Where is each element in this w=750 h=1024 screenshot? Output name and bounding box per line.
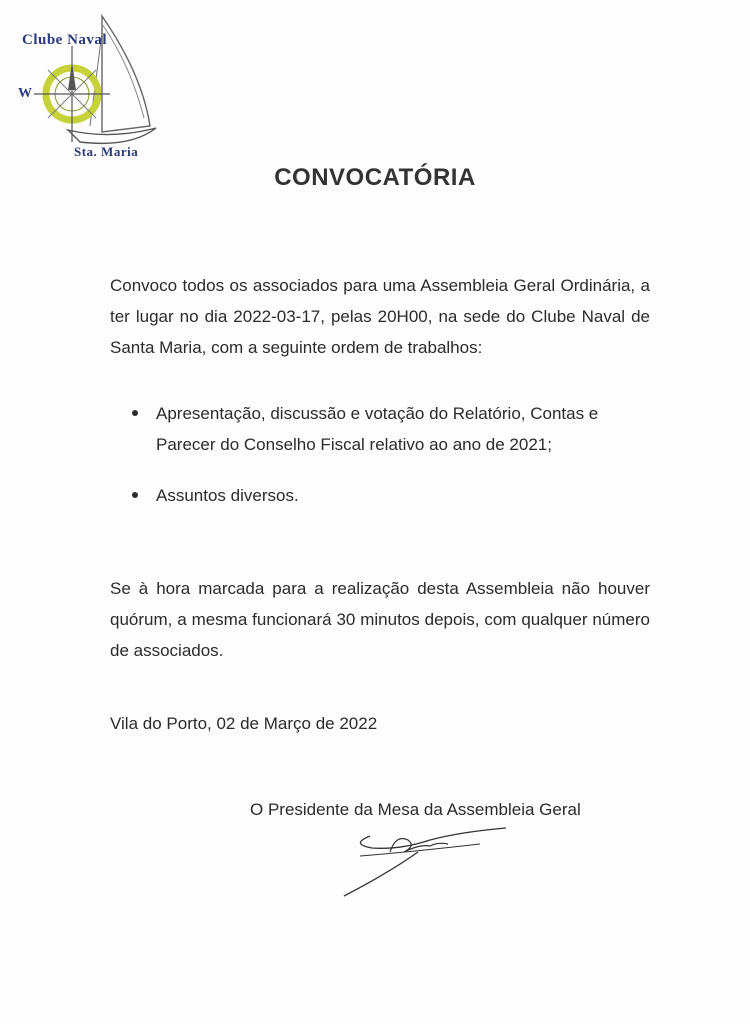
logo-name-bottom: Sta. Maria — [74, 144, 139, 159]
document-title: CONVOCATÓRIA — [274, 164, 476, 191]
agenda-item — [128, 480, 653, 511]
agenda-list — [128, 398, 653, 531]
agenda-item-text: Assuntos diversos. — [156, 486, 299, 505]
signature-icon — [330, 822, 520, 902]
bullet-icon — [132, 492, 138, 498]
club-logo — [10, 14, 180, 164]
quorum-paragraph: Se à hora marcada para a realização desta Assembleia não houver quórum, a mesma funcionará 30 minutos depois, com qualquer número de associados. — [110, 579, 650, 660]
agenda-item-text: Apresentação, discussão e votação do Relatório, Contas e Parecer do Conselho Fiscal relativo ao ano de 2021; — [156, 404, 599, 454]
compass-letter: W — [18, 86, 33, 101]
place-date: Vila do Porto, 02 de Março de 2022 — [110, 714, 378, 733]
agenda-item — [128, 398, 653, 460]
bullet-icon — [132, 410, 138, 416]
intro-paragraph: Convoco todos os associados para uma Assembleia Geral Ordinária, a ter lugar no dia 2022-03-17, pelas 20H00, na sede do Clube Naval de Santa Maria, com a seguinte ordem de trabalhos: — [110, 276, 650, 357]
logo-name-top: Clube Naval — [22, 32, 108, 48]
signatory-title: O Presidente da Mesa da Assembleia Geral — [250, 800, 581, 819]
